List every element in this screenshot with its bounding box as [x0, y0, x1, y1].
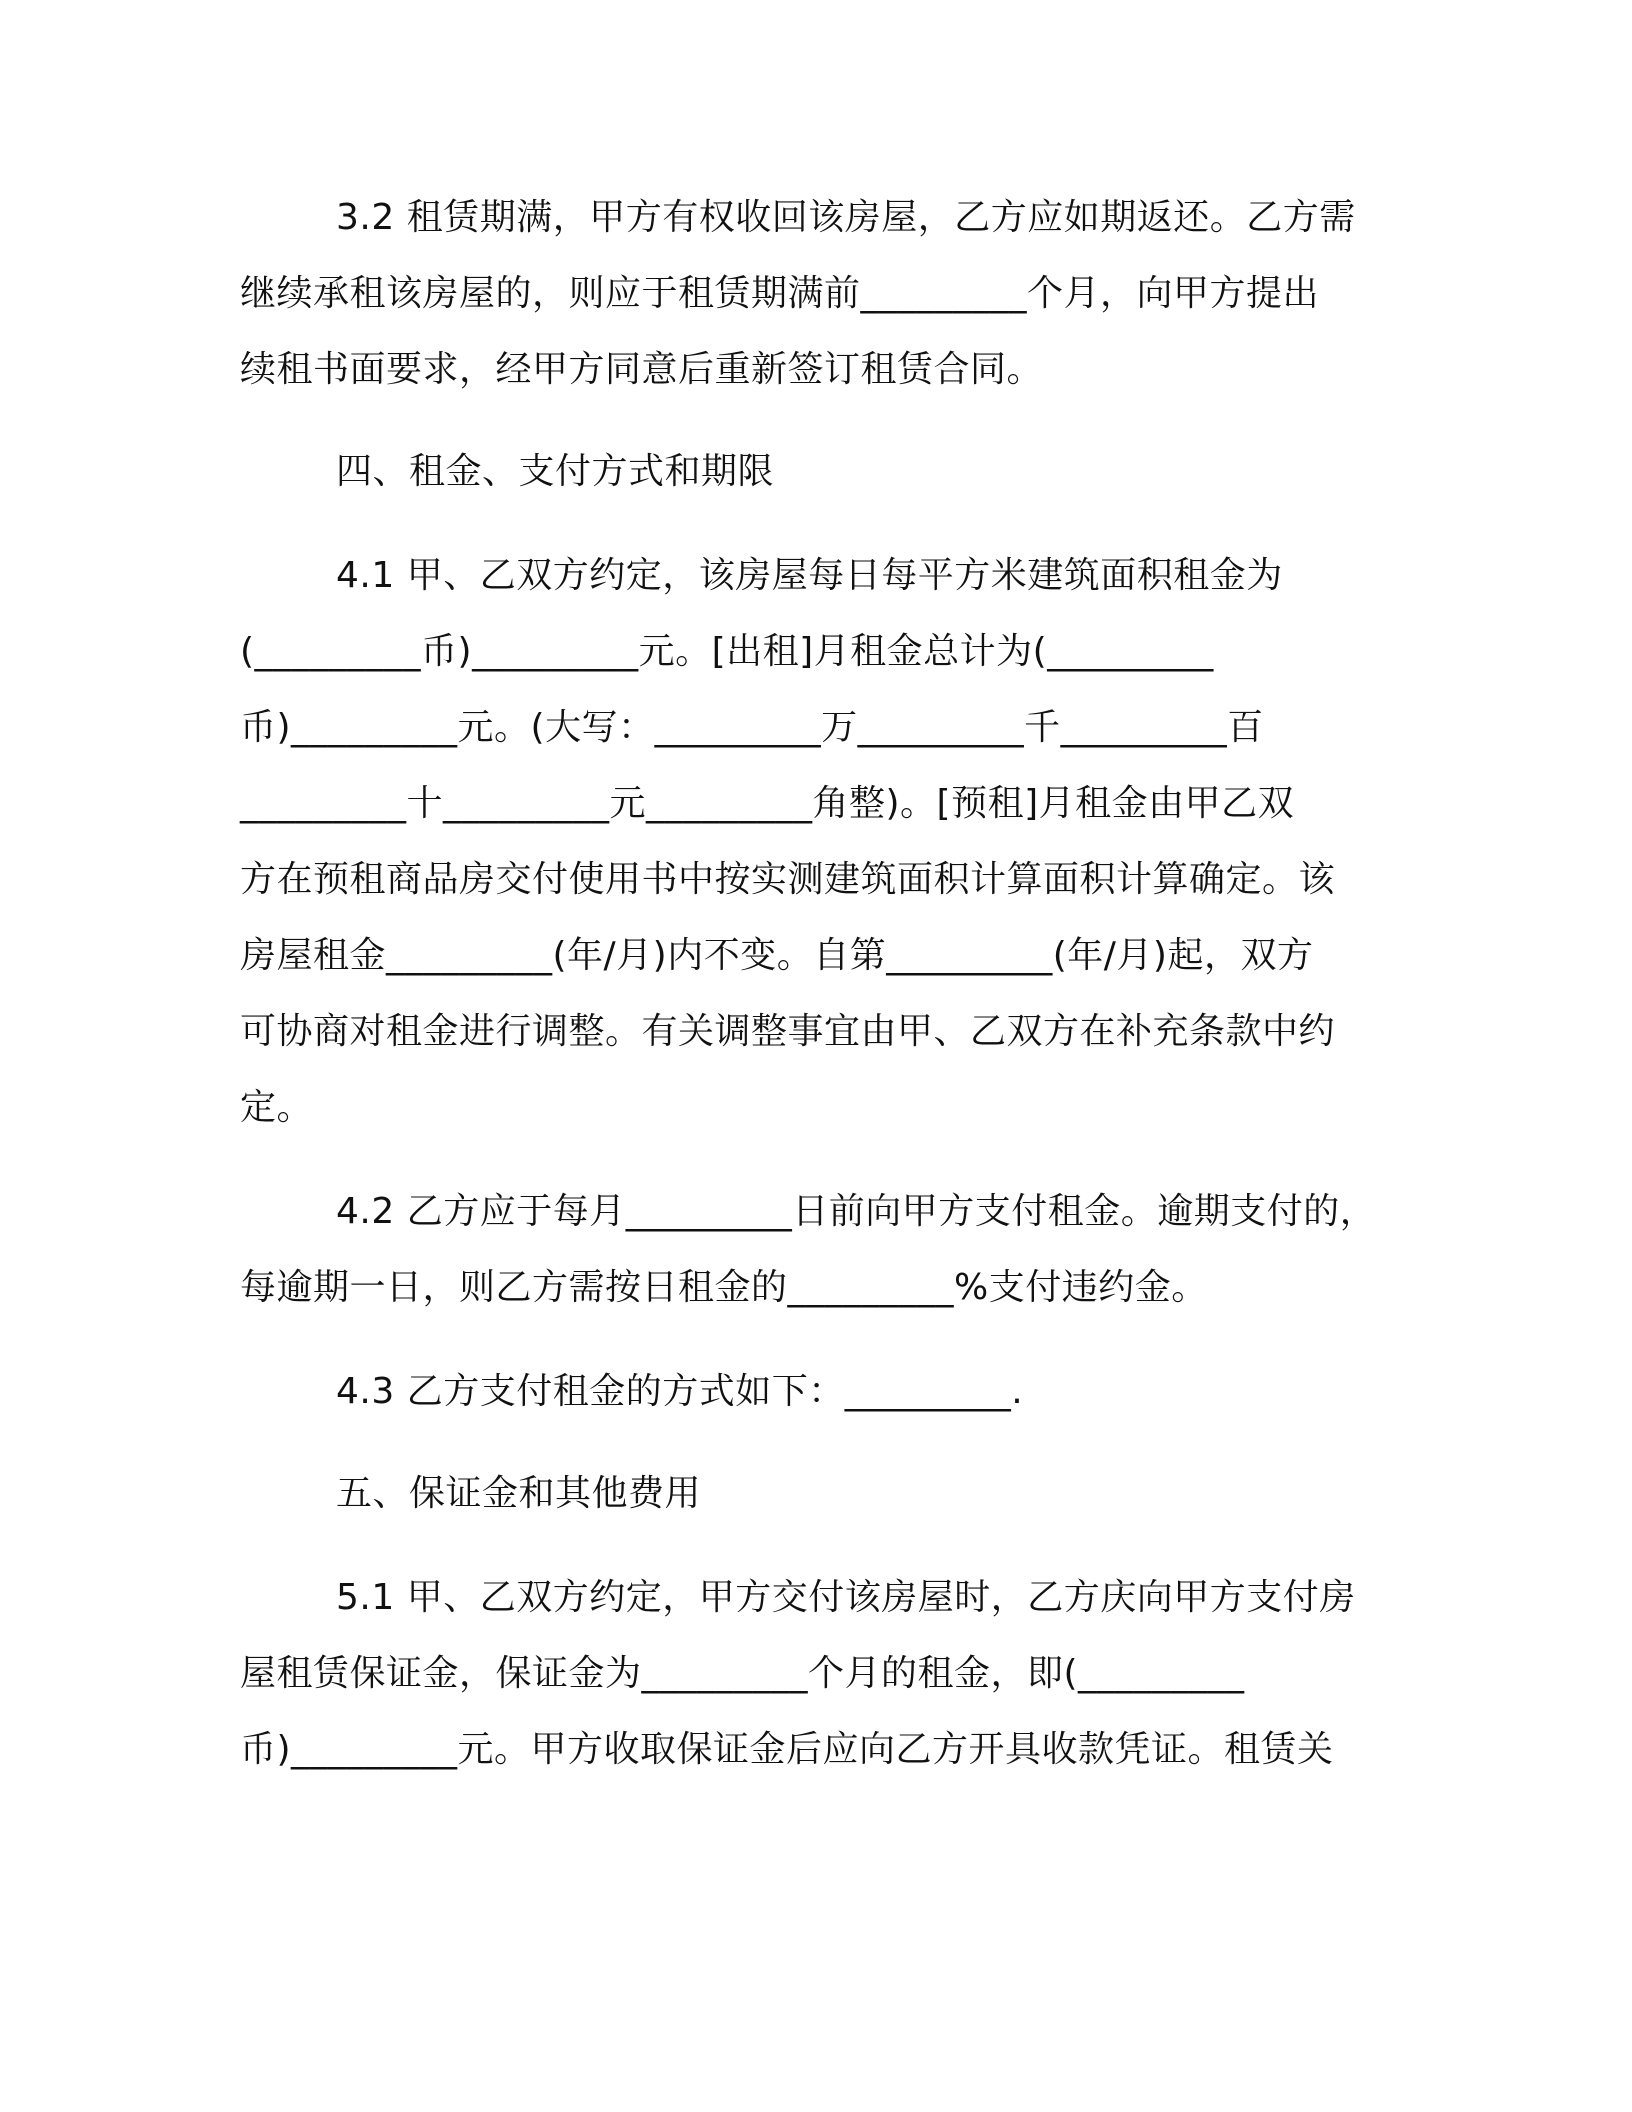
clause-4-1-line-8: 定。: [240, 1087, 314, 1128]
clause-4-1-line-1: 4.1 甲、乙双方约定，该房屋每日每平方米建筑面积租金为: [336, 555, 1283, 596]
clause-4-2-line-2: 每逾期一日，则乙方需按日租金的_________%支付违约金。: [240, 1267, 1208, 1308]
clause-4-3-line-1: 4.3 乙方支付租金的方式如下：_________.: [336, 1371, 1024, 1412]
clause-5-1-line-3: 币)_________元。甲方收取保证金后应向乙方开具收款凭证。租赁关: [240, 1729, 1334, 1770]
clause-3-2-line-1: 3.2 租赁期满，甲方有权收回该房屋，乙方应如期返还。乙方需: [336, 197, 1356, 238]
clause-5-1-line-2: 屋租赁保证金，保证金为_________个月的租金，即(_________: [240, 1653, 1245, 1694]
section-4-heading: 四、租金、支付方式和期限: [336, 451, 775, 492]
clause-3-2-line-3: 续租书面要求，经甲方同意后重新签订租赁合同。: [240, 349, 1044, 390]
clause-4-1-line-7: 可协商对租金进行调整。有关调整事宜由甲、乙双方在补充条款中约: [240, 1011, 1336, 1052]
clause-4-1-line-5: 方在预租商品房交付使用书中按实测建筑面积计算面积计算确定。该: [240, 859, 1336, 900]
clause-4-1-line-3: 币)_________元。(大写：_________万_________千_________百: [240, 707, 1264, 748]
clause-4-1-line-4: _________十_________元_________角整)。[预租]月租金由甲乙双: [240, 783, 1295, 824]
clause-3-2-line-2: 继续承租该房屋的，则应于租赁期满前_________个月，向甲方提出: [240, 273, 1320, 314]
section-5-heading: 五、保证金和其他费用: [336, 1473, 702, 1514]
clause-5-1-line-1: 5.1 甲、乙双方约定，甲方交付该房屋时，乙方庆向甲方支付房: [336, 1577, 1356, 1618]
clause-4-1-line-2: (_________币)_________元。[出租]月租金总计为(_________: [240, 631, 1214, 672]
clause-4-1-line-6: 房屋租金_________(年/月)内不变。自第_________(年/月)起，双方: [240, 935, 1314, 976]
clause-4-2-line-1: 4.2 乙方应于每月_________日前向甲方支付租金。逾期支付的，: [336, 1191, 1377, 1232]
